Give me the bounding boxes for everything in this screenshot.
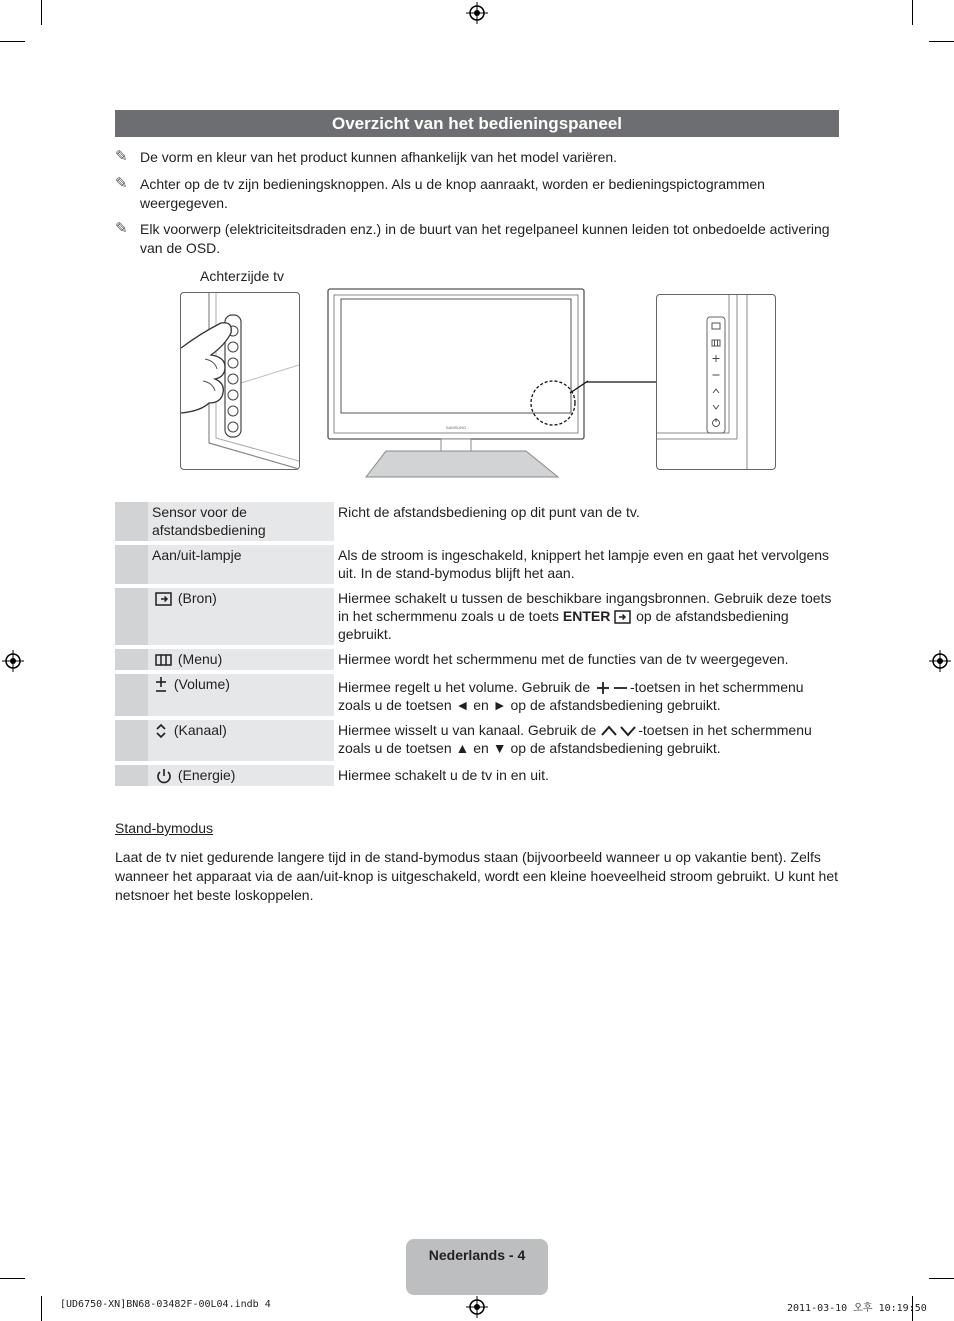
crop-mark xyxy=(41,0,42,25)
menu-icon xyxy=(152,653,174,667)
crop-mark xyxy=(929,41,954,42)
control-description: Richt de afstandsbediening op dit punt van de tv. xyxy=(338,504,640,520)
desc-part: Hiermee regelt u het volume. Gebruik de xyxy=(338,679,595,695)
control-name xyxy=(148,765,334,786)
chevron-up-down-icon xyxy=(152,722,170,740)
plus-minus-inline-icon xyxy=(594,681,630,695)
note-text: De vorm en kleur van het product kunnen afhankelijk van het model variëren. xyxy=(140,149,618,165)
print-slug-file: [UD6750-XN]BN68-03482F-00L04.indb 4 xyxy=(60,1299,271,1310)
registration-mark-icon xyxy=(466,1296,488,1318)
crop-mark xyxy=(912,0,913,25)
row-marker xyxy=(115,588,148,645)
section-title: Overzicht van het bedieningspaneel xyxy=(115,110,839,137)
control-name xyxy=(148,674,334,716)
control-description xyxy=(334,588,839,645)
control-strip-illustration xyxy=(657,295,775,469)
source-icon xyxy=(152,592,174,606)
control-name-text: (Menu) xyxy=(177,651,223,667)
note-item xyxy=(115,148,835,167)
back-panel-illustration xyxy=(180,292,300,470)
control-name xyxy=(148,588,334,645)
control-name: Sensor voor de afstandsbediening xyxy=(148,502,334,541)
table-row xyxy=(115,502,839,541)
standby-text: Laat de tv niet gedurende langere tijd in de stand-bymodus staan (bijvoorbeeld wanneer u op vakantie bent). Zelfs wanneer het apparaat via de aan/uit-knop is uitgeschakeld, wordt een kleine hoeveelheid stroom gebruikt. U kunt het netsnoer het beste loskoppelen. xyxy=(115,849,839,903)
print-slug-date: 2011-03-10 오후 10:19:50 xyxy=(787,1303,927,1314)
page-number-tab: Nederlands - 4 xyxy=(406,1239,548,1295)
desc-part: -toetsen in het schermmenu zoals u de toetsen ◄ en ► op de afstandsbediening gebruikt. xyxy=(338,679,804,713)
crop-mark xyxy=(41,1296,42,1321)
registration-mark-icon xyxy=(2,650,24,672)
row-marker xyxy=(115,720,148,761)
row-marker xyxy=(115,545,148,584)
tv-front-illustration xyxy=(326,287,588,480)
control-panel-zoom xyxy=(656,294,776,470)
pencil-note-icon: ✎ xyxy=(115,148,128,165)
control-name-text: (Energie) xyxy=(177,767,236,783)
registration-mark-icon xyxy=(929,650,951,672)
control-name-text: (Bron) xyxy=(177,590,217,606)
note-item xyxy=(115,220,835,258)
row-marker xyxy=(115,765,148,786)
desc-part: op de afstandsbediening gebruikt. xyxy=(338,608,789,642)
table-row xyxy=(115,649,839,670)
row-marker xyxy=(115,649,148,670)
enter-key-label: ENTER xyxy=(562,608,611,624)
desc-part: Hiermee schakelt u tussen de beschikbare ingangsbronnen. Gebruik deze toets in het schermmenu zoals u de toets xyxy=(338,590,832,624)
control-name xyxy=(148,649,334,670)
table-row xyxy=(115,720,839,761)
table-row xyxy=(115,765,839,786)
desc-part: -toetsen in het schermmenu zoals u de toetsen ▲ en ▼ op de afstandsbediening gebruikt. xyxy=(338,722,812,756)
row-marker xyxy=(115,502,148,541)
standby-heading: Stand-bymodus xyxy=(115,820,214,836)
control-name xyxy=(148,720,334,761)
crop-mark xyxy=(0,1278,25,1279)
desc-part: Hiermee wisselt u van kanaal. Gebruik de xyxy=(338,722,601,738)
control-description xyxy=(334,674,839,716)
pencil-note-icon: ✎ xyxy=(115,220,128,237)
control-name: Aan/uit-lampje xyxy=(148,545,334,584)
chevron-up-down-inline-icon xyxy=(600,724,638,738)
table-row xyxy=(115,674,839,716)
power-icon xyxy=(152,768,174,784)
pencil-note-icon: ✎ xyxy=(115,175,128,192)
plus-minus-icon xyxy=(152,676,170,694)
table-row xyxy=(115,545,839,584)
note-text: Elk voorwerp (elektriciteitsdraden enz.) in de buurt van het regelpaneel kunnen leiden tot onbedoelde activering van de OSD. xyxy=(140,221,830,256)
crop-mark xyxy=(0,41,25,42)
control-description: Hiermee schakelt u de tv in en uit. xyxy=(338,767,549,783)
control-description: Als de stroom is ingeschakeld, knippert het lampje even en gaat het vervolgens uit. In de stand-bymodus blijft het aan. xyxy=(338,547,830,581)
back-of-tv-label: Achterzijde tv xyxy=(200,268,285,284)
note-text: Achter op de tv zijn bedieningsknoppen. Als u de knop aanraakt, worden er bedieningspictogrammen weergegeven. xyxy=(140,176,765,211)
brand-logo: SAMSUNG xyxy=(445,425,467,430)
control-description xyxy=(334,720,839,761)
hand-touch-illustration xyxy=(181,293,299,469)
callout-line xyxy=(586,375,658,385)
control-name-text: (Kanaal) xyxy=(173,722,227,738)
control-description: Hiermee wordt het schermmenu met de functies van de tv weergegeven. xyxy=(338,651,789,667)
note-item xyxy=(115,175,835,213)
row-marker xyxy=(115,674,148,716)
registration-mark-icon xyxy=(466,2,488,24)
crop-mark xyxy=(929,1278,954,1279)
enter-source-icon xyxy=(614,610,632,624)
controls-table xyxy=(115,498,839,790)
control-name-text: (Volume) xyxy=(173,676,230,692)
table-row xyxy=(115,588,839,645)
